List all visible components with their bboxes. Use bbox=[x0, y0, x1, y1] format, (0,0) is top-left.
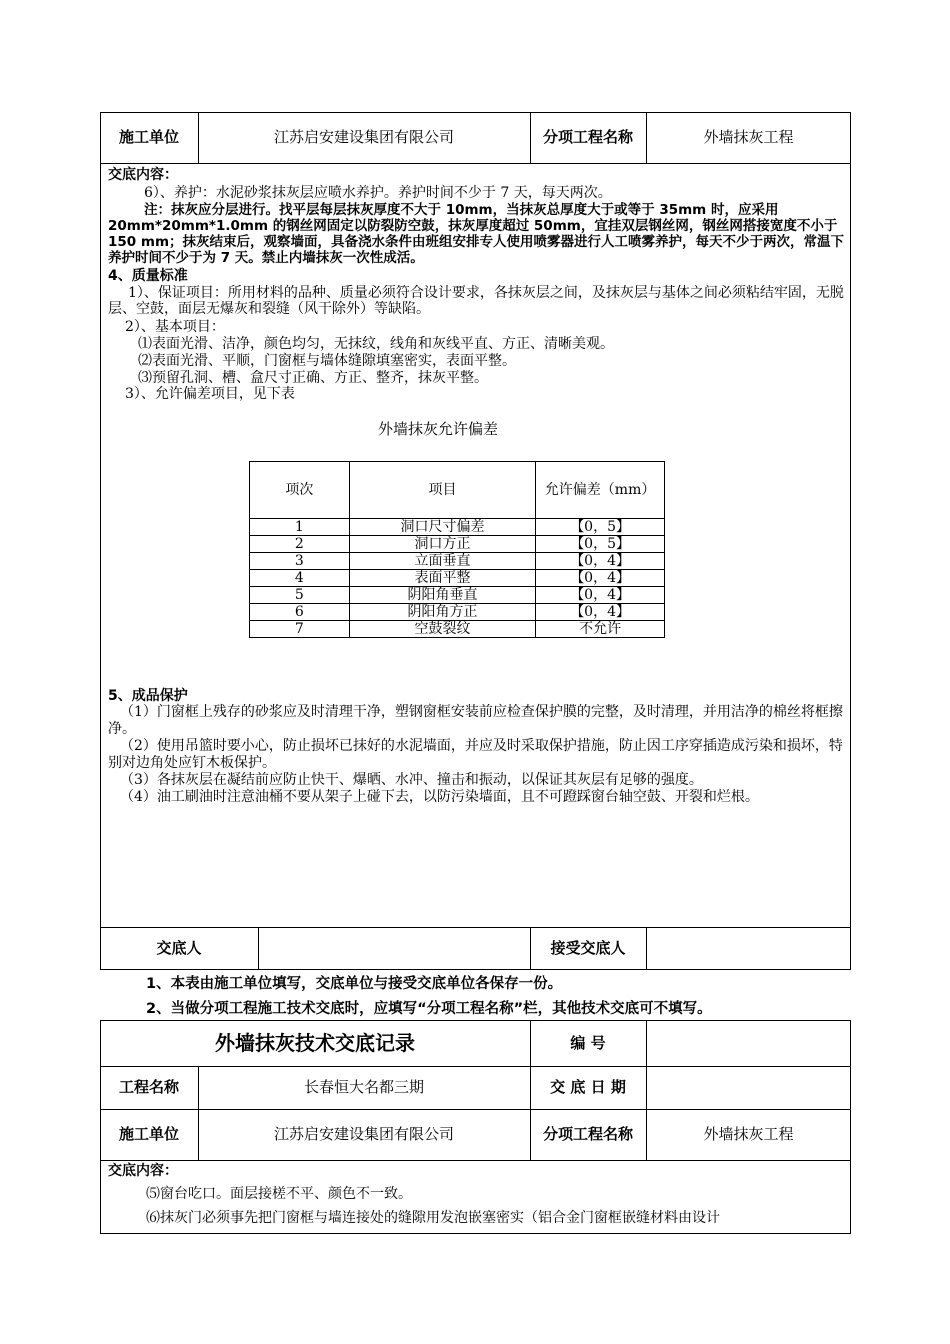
table-cell: 6 bbox=[250, 604, 350, 621]
content-line-1: ⑸窗台吃口。面层接槎不平、颜色不一致。 bbox=[146, 1186, 412, 1202]
unit-value: 江苏启安建设集团有限公司 bbox=[273, 128, 454, 146]
table-row bbox=[250, 604, 665, 621]
number-label: 编 号 bbox=[570, 1033, 606, 1052]
table-cell: 【0，4】 bbox=[536, 587, 665, 604]
receiver-label: 接受交底人 bbox=[550, 939, 626, 957]
divider bbox=[530, 112, 531, 163]
deviation-heading: 3）、允许偏差项目，见下表 bbox=[125, 386, 295, 402]
unit-label: 施工单位 bbox=[118, 128, 179, 146]
divider bbox=[100, 1160, 851, 1161]
guarantee-item: 1）、保证项目：所用材料的品种、质量必须符合设计要求，各抹灰层之间，及抹灰层与基体之间必须粘结牢固，无脱层、空鼓，面层无爆灰和裂缝（风干除外）等缺陷。 bbox=[108, 285, 844, 317]
footnote-2: 2、当做分项工程施工技术交底时，应填写“分项工程名称”栏，其他技术交底可不填写。 bbox=[146, 1001, 712, 1017]
table-cell: 【0，4】 bbox=[536, 604, 665, 621]
header-cell: 项目 bbox=[349, 462, 535, 519]
table-cell: 【0，4】 bbox=[536, 553, 665, 570]
curing-note: 注：抹灰应分层进行。找平层每层抹灰厚度不大于 10mm，当抹灰总厚度大于或等于 35mm 时，应采用 20mm*20mm*1.0mm 的钢丝网固定以防裂防空鼓，抹灰厚度超过 50mm，宜挂双层钢丝网，钢丝网搭接宽度不小于 150 mm；抹灰结束后，观察墙面，具备浇水条件由班组安排专人使用喷雾器进行人工喷雾养护，每天不少于两次，常温下养护时间不少于为 7 天。禁止内墙抹灰一次性成活。 bbox=[108, 202, 845, 266]
table-cell: 立面垂直 bbox=[349, 553, 535, 570]
content-line-2: ⑹抹灰门必须事先把门窗框与墙连接处的缝隙用发泡嵌塞密实（铝合金门窗框嵌缝材料由设计 bbox=[146, 1210, 720, 1226]
divider bbox=[100, 163, 851, 164]
table-cell: 4 bbox=[250, 570, 350, 587]
table-row bbox=[250, 570, 665, 587]
header-cell: 允许偏差（mm） bbox=[536, 462, 665, 519]
table-row bbox=[250, 553, 665, 570]
protection-item-3: （3）各抹灰层在凝结前应防止快干、爆晒、水冲、撞击和振动，以保证其灰层有足够的强度。 bbox=[120, 772, 703, 788]
table-row bbox=[250, 587, 665, 604]
basic-item-1: ⑴表面光滑、洁净，颜色均匀，无抹纹，线角和灰线平直、方正、清晰美观。 bbox=[138, 336, 614, 352]
sub-project-value: 外墙抹灰工程 bbox=[703, 128, 794, 146]
basic-item-2: ⑵表面光滑、平顺，门窗框与墙体缝隙填塞密实，表面平整。 bbox=[138, 353, 516, 369]
protection-item-4: （4）油工刷油时注意油桶不要从架子上碰下去，以防污染墙面，且不可蹬踩窗台轴空鼓、开裂和烂根。 bbox=[120, 789, 759, 805]
unit-label: 施工单位 bbox=[118, 1125, 179, 1143]
content-label: 交底内容： bbox=[108, 1163, 178, 1179]
table-cell: 【0，5】 bbox=[536, 519, 665, 536]
disclosure-date-label: 交 底 日 期 bbox=[550, 1078, 626, 1096]
table-cell: 7 bbox=[250, 621, 350, 638]
form-title: 外墙抹灰技术交底记录 bbox=[215, 1030, 415, 1055]
table-cell: 2 bbox=[250, 536, 350, 553]
table-row bbox=[250, 621, 665, 638]
table-cell: 【0，5】 bbox=[536, 536, 665, 553]
discloser-label: 交底人 bbox=[156, 939, 202, 957]
project-name-value: 长春恒大名都三期 bbox=[303, 1078, 424, 1096]
table-cell: 【0，4】 bbox=[536, 570, 665, 587]
unit-value: 江苏启安建设集团有限公司 bbox=[273, 1125, 454, 1143]
table-cell: 1 bbox=[250, 519, 350, 536]
table-cell: 不允许 bbox=[536, 621, 665, 638]
header-cell: 项次 bbox=[250, 462, 350, 519]
sub-project-value: 外墙抹灰工程 bbox=[703, 1125, 794, 1143]
table-cell: 洞口方正 bbox=[349, 536, 535, 553]
table-row bbox=[250, 519, 665, 536]
divider bbox=[258, 927, 259, 970]
deviation-table-title: 外墙抹灰允许偏差 bbox=[378, 420, 499, 438]
divider bbox=[646, 927, 647, 970]
table-row bbox=[250, 536, 665, 553]
content-label: 交底内容： bbox=[108, 167, 178, 183]
table-cell: 表面平整 bbox=[349, 570, 535, 587]
curing-line: 6）、养护：水泥砂浆抹灰层应喷水养护。养护时间不少于 7 天，每天两次。 bbox=[144, 185, 612, 201]
table-header-row bbox=[250, 462, 665, 519]
footnote-1: 1、本表由施工单位填写，交底单位与接受交底单位各保存一份。 bbox=[146, 976, 563, 992]
sub-project-label: 分项工程名称 bbox=[542, 128, 633, 146]
table-cell: 洞口尺寸偏差 bbox=[349, 519, 535, 536]
table-cell: 3 bbox=[250, 553, 350, 570]
protection-heading: 5、成品保护 bbox=[108, 688, 188, 704]
table-cell: 阴阳角方正 bbox=[349, 604, 535, 621]
table-cell: 阴阳角垂直 bbox=[349, 587, 535, 604]
table-cell: 5 bbox=[250, 587, 350, 604]
basic-item-3: ⑶预留孔洞、槽、盒尺寸正确、方正、整齐，抹灰平整。 bbox=[138, 370, 488, 386]
sub-project-label: 分项工程名称 bbox=[542, 1125, 633, 1143]
project-name-label: 工程名称 bbox=[118, 1078, 179, 1096]
protection-item-2: （2）使用吊篮时要小心，防止损坏已抹好的水泥墙面，并应及时采取保护措施，防止因工序穿插造成污染和损坏，特别对边角处应钉木板保护。 bbox=[108, 738, 843, 771]
table-cell: 空鼓裂纹 bbox=[349, 621, 535, 638]
deviation-table bbox=[249, 461, 665, 638]
basic-items-heading: 2）、基本项目： bbox=[125, 319, 225, 335]
quality-heading: 4、质量标准 bbox=[108, 268, 188, 284]
protection-item-1: （1）门窗框上残存的砂浆应及时清理干净，塑钢窗框安装前应检查保护膜的完整，及时清理，并用洁净的棉丝将框擦净。 bbox=[108, 704, 843, 737]
